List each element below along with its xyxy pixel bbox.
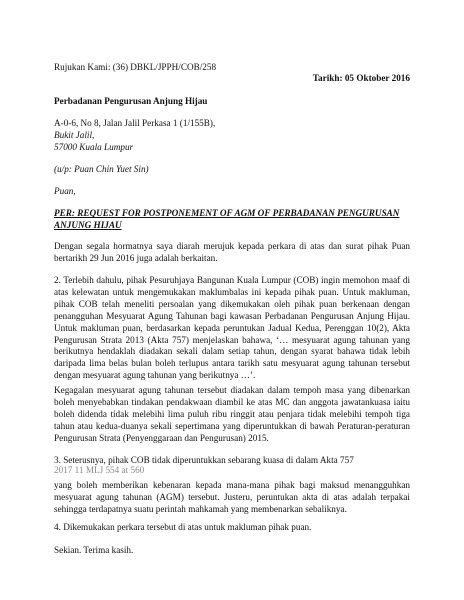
recipient-address-line3: 57000 Kuala Lumpur <box>54 142 134 152</box>
paragraph-2: 2. Terlebih dahulu, pihak Pesuruhjaya Bangunan Kuala Lumpur (COB) ingin memohon maaf di atas kelewatan untuk mengemukakan maklumbalas ini kepada pihak puan. Untuk makluman, pihak COB telah meneliti persoalan yang dikemukakan oleh pihak puan berkenaan dengan penangguhan Mesyuarat Agung Tahunan bagi kawasan Perbadanan Pengurusan Anjung Hijau. Untuk makluman puan, berdasarkan kepada peruntukan Jadual Kedua, Perenggan 10(2), Akta Pengurusan Strata 2013 (Akta 757) menjelaskan bahawa, ‘… mesyuarat agung tahunan yang berikutnya hendaklah diadakan sekali dalam setiap tahun, dengan syarat bahawa tidak lebih daripada lima belas bulan boleh terlupus antara tarikh satu mesyuarat agung tahunan tersebut dengan mesyuarat agung tahunan yang berikutnya …’. <box>54 275 410 381</box>
paragraph-3-continued: yang boleh memberikan kebenaran kepada mana-mana pihak bagi maksud menangguhkan mesyuarat agung tahunan (AGM) tersebut. Justeru, peruntukan akta di atas adalah terpakai sehingga terdapatnya suatu perintah mahkamah yang membenarkan sebaliknya. <box>54 480 410 514</box>
case-citation: 2017 11 MLJ 554 at 560 <box>54 465 145 475</box>
subject-line-1: PER: REQUEST FOR POSTPONEMENT OF AGM OF PERBADANAN PENGURUSAN <box>54 208 400 218</box>
recipient-address-line1: A-0-6, No 8, Jalan Jalil Perkasa 1 (1/155B), <box>54 118 216 128</box>
recipient-name: Perbadanan Pengurusan Anjung Hijau <box>54 96 208 106</box>
closing: Sekian. Terima kasih. <box>54 545 134 555</box>
salutation: Puan, <box>54 186 76 196</box>
letter-date: Tarikh: 05 Oktober 2016 <box>312 73 410 83</box>
subject-line-2: ANJUNG HIJAU <box>54 220 122 230</box>
paragraph-3-line: 3. Seterusnya, pihak COB tidak diperuntukkan sebarang kuasa di dalam Akta 757 <box>54 455 354 465</box>
paragraph-kegagalan: Kegagalan mesyuarat agung tahunan tersebut diadakan dalam tempoh masa yang dibenarkan boleh menyebabkan tindakan pendakwaan diambil ke atas MC dan anggota jawatankuasa iaitu boleh didenda tidak melebihi lima puluh ribu ringgit atau penjara tidak melebihi tempoh tiga tahun atau kedua-duanya sekali sepertimana yang diperuntukkan di bawah Peraturan-peraturan Pengurusan Strata (Penyenggaraan dan Pengurusan) 2015. <box>54 385 410 443</box>
recipient-address-line2: Bukit Jalil, <box>54 130 95 140</box>
paragraph-intro: Dengan segala hormatnya saya diarah merujuk kepada perkara di atas dan surat pihak Puan bertarikh 29 Jun 2016 juga adalah berkaitan. <box>54 241 410 263</box>
reference-number: Rujukan Kami: (36) DBKL/JPPH/COB/258 <box>54 62 217 72</box>
recipient-attention: (u/p: Puan Chin Yuet Sin) <box>54 164 149 174</box>
paragraph-4: 4. Dikemukakan perkara tersebut di atas untuk makluman pihak puan. <box>54 522 312 532</box>
